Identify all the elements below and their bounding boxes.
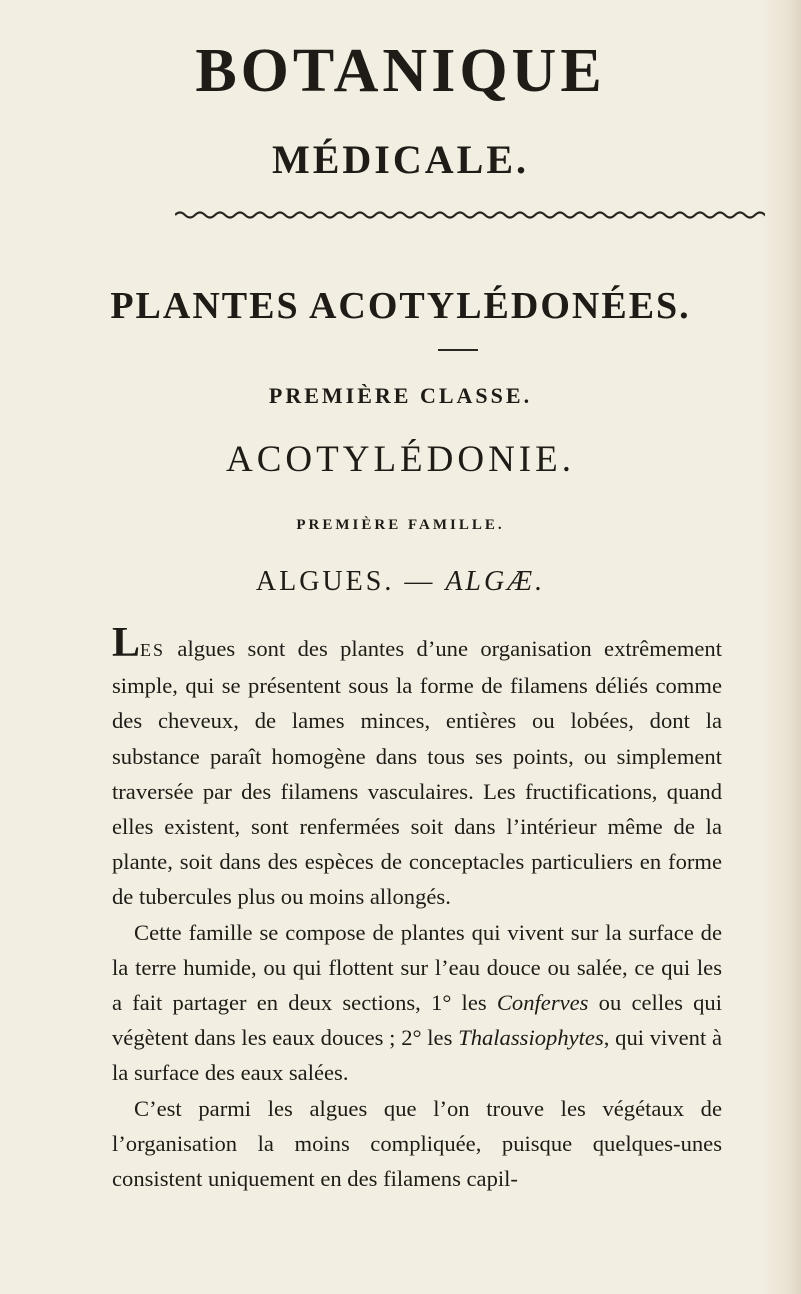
paragraph-1-text: algues sont des plantes d’une organisation extrêmement simple, qui se présentent sous la forme de filamens déliés comme des cheveux, de lames minces, entières ou lobées, dont la substance paraît homogène dans tous ses points, ou simplement traversée par des filamens vasculaires. Les fructifications, quand elles existent, sont renfermées soit dans l’intérieur même de la plante, soit dans des espèces de conceptacles particuliers en forme de tubercules plus ou moins allongés. <box>112 636 722 910</box>
paragraph-2-text-a: Cette famille se compose de plantes qui vivent sur la surface de la terre humide, ou qui flottent sur l’eau douce ou salée, ce qui les a fait partager en deux sections, 1° les <box>112 919 722 1016</box>
section-heading: PLANTES ACOTYLÉDONÉES. <box>110 285 691 327</box>
paragraph-2-text-c: , qui vivent à la surface des eaux salées. <box>112 1025 723 1086</box>
paragraph-3: C’est parmi les algues que l’on trouve les végétaux de l’organisation la moins compliquée, puisque quelques-unes consistent uniquement en des filamens capil- <box>112 1095 722 1192</box>
paragraph-2-text-b: ou celles qui végètent dans les eaux douces ; 2° les <box>112 990 722 1051</box>
title-medicale: MÉDICALE. <box>271 137 530 182</box>
body-text <box>112 620 723 1196</box>
short-divider <box>438 349 478 351</box>
group-heading: ACOTYLÉDONIE. <box>226 439 575 480</box>
page-edge-shadow <box>761 0 801 1294</box>
small-caps: ES <box>140 640 166 660</box>
title-botanique: BOTANIQUE <box>195 37 606 105</box>
algues-french: ALGUES. <box>255 566 395 597</box>
drop-cap: L <box>112 620 141 666</box>
term-conferves: Conferves <box>496 990 589 1016</box>
algues-heading <box>0 565 801 599</box>
wavy-divider <box>175 210 765 220</box>
term-thalassiophytes: Thalassiophytes <box>458 1025 604 1051</box>
paragraph-1 <box>112 620 722 915</box>
algues-latin: ALGÆ. <box>445 566 546 597</box>
paragraph-2 <box>112 915 722 1091</box>
classe-heading: PREMIÈRE CLASSE. <box>268 383 533 408</box>
algues-dash: — <box>394 566 446 597</box>
famille-heading: PREMIÈRE FAMILLE. <box>296 517 505 533</box>
